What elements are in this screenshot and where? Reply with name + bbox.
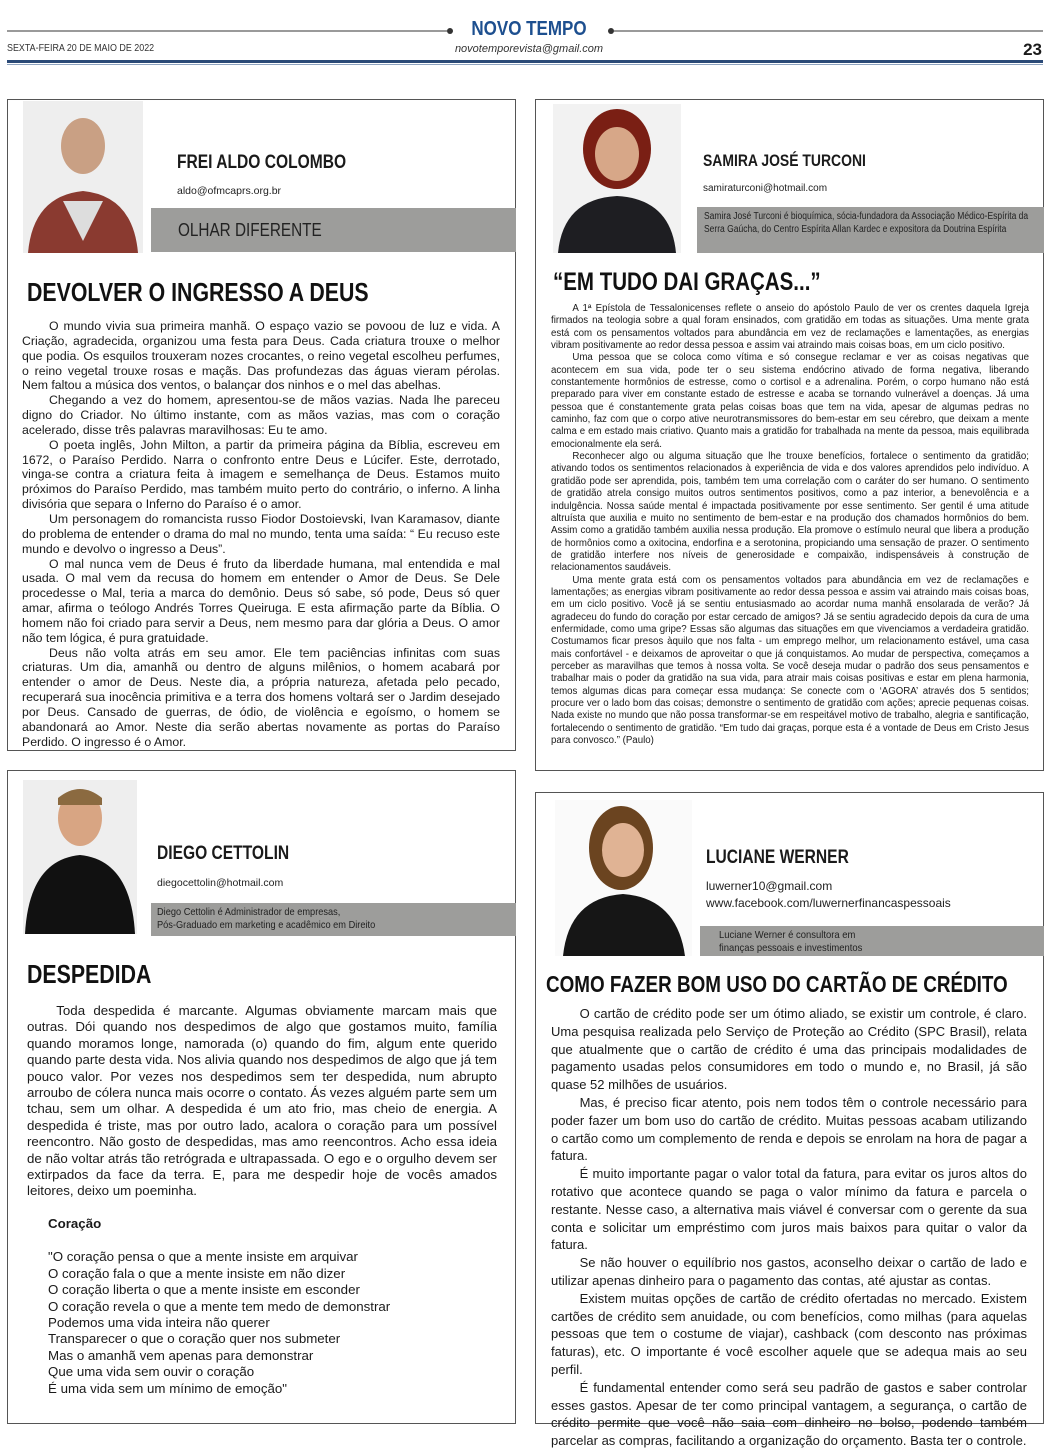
article-body <box>551 303 1029 747</box>
paragraph: Existem muitas opções de cartão de crédito ofertadas no mercado. Existem cartões de crédito sem anuidade, ou com benefícios, como milhas (para aquelas pessoas que tem o costume de viajar), cashback (com desconto nas próximas faturas), etc. O importante é você escolher aquele que se adequa mais ao seu perfil. <box>551 1290 1027 1377</box>
article-diego <box>7 770 516 1424</box>
author-name: LUCIANE WERNER <box>706 847 849 868</box>
headline: COMO FAZER BOM USO DO CARTÃO DE CRÉDITO <box>546 971 1008 997</box>
headline: DESPEDIDA <box>27 959 152 989</box>
paragraph: Deus não volta atrás em seu amor. Ele tem paciências infinitas com suas criaturas. Um dia, amanhã ou dentro de alguns milênios, o homem acabará por entender o amor de Deus. Neste dia, a própria natureza, afetada pelo pecado, recuperará sua inocência primitiva e a terra dos homens voltará ser o Jardim desejado por Deus. Cansado de guerras, de ódio, de violência e egoísmo, o homem se abandonará ao Amor. Neste dia serão abertas novamente as portas do Paraíso Perdido. O ingresso é o Amor. <box>22 645 500 749</box>
section-band <box>151 208 516 252</box>
paragraph: Mas, é preciso ficar atento, pois nem todos têm o controle necessário para poder fazer um bom uso do cartão de crédito. Muitas pessoas acabam utilizando o cartão como um complemento de renda e depois se enrolam na hora de pagar a fatura. <box>551 1094 1027 1164</box>
paragraph: Se não houver o equilíbrio nos gastos, aconselho deixar o cartão de lado e utilizar apenas dinheiro para o pagamento das contas, até ajustar as contas. <box>551 1255 1027 1288</box>
poem-line: O coração revela o que a mente tem medo de demonstrar <box>48 1298 391 1314</box>
paragraph: É muito importante pagar o valor total da fatura, para evitar os juros altos do rotativo que acontece quando se paga o valor mínimo da fatura e parcela o restante. Nesse caso, a alternativa mais viável é conversar com o gerente da sua conta e solicitar um empréstimo com juros mais baixos para quitar o valor da fatura. <box>551 1166 1027 1253</box>
poem-line: Mas o amanhã vem apenas para demonstrar <box>48 1347 314 1363</box>
author-photo <box>23 780 137 934</box>
poem-line: Transparecer o que o coração quer nos submeter <box>48 1331 341 1347</box>
paragraph: O poeta inglês, John Milton, a partir da primeira página da Bíblia, escreveu em 1672, o Paraíso Perdido. Narra o confronto entre Deus e Lúcifer. Este, derrotado, vinga-se contra a criatura feita à imagem e semelhança de Deus. Estamos muito próximos do Paraíso Perdido, mas também muito perto do contrário, o inferno. A linha divisória que separa o Inferno do Paraíso é o amor. <box>22 437 500 512</box>
header-email: novotemporevista@gmail.com <box>454 43 604 55</box>
author-website[interactable]: www.facebook.com/luwernerfinancaspessoais <box>706 896 951 910</box>
author-name: SAMIRA JOSÉ TURCONI <box>703 151 866 170</box>
article-body <box>22 319 500 749</box>
paragraph: Reconhecer algo ou alguma situação que lhe trouxe benefícios, fortalece o sentimento da gratidão; ativando todos os sentimentos relacionados à experiência de vida e dos valores aprendidos pelo indivíduo. A gratidão pode ser aprendida, pois, também tem uma correlação com o caráter do ser humano. O sentimento de gratidão atrela consigo muitos outros sentimentos positivos, como a paz interior, a benevolência e a indulgência. Nossa saúde mental é impactada positivamente por esse sentimento. Ser gentil é uma atitude altruísta que auxilia e muito no sentimento de bem-estar e na produção dos chamados hormônios do bem. Assim como a gratidão também auxilia nessa produção. Ela promove o estímulo neural que libera a produção de hormônios como a oxitocina, endorfina e a serotonina, propiciando uma sensação de prazer. O sentimento de gratidão interfere nos níveis de generosidade e compaixão, indispensáveis à construção de relacionamentos saudáveis. <box>551 451 1029 574</box>
person-silhouette-icon <box>555 800 692 956</box>
author-email: diegocettolin@hotmail.com <box>157 877 284 889</box>
poem-line: O coração fala o que a mente insiste em não dizer <box>48 1265 346 1281</box>
paragraph: A 1ª Epístola de Tessalonicenses reflete o anseio do apóstolo Paulo de ver os crentes daquela Igreja firmados na teologia sobre a qual foram ensinados, com gratidão em todas as situações. Uma mente grata está com os pensamentos voltados para abundância em vez de reclamações e lamentações, as energias vibram positivamente ao redor dessa pessoa e assim vai atraindo mais coisas boas, em um ciclo positivo. <box>551 303 1029 352</box>
bio-band <box>151 903 516 936</box>
author-email[interactable]: luwerner10@gmail.com <box>706 879 833 893</box>
author-name: DIEGO CETTOLIN <box>157 843 290 864</box>
paragraph: O mundo vivia sua primeira manhã. O espaço vazio se povoou de luz e vida. A Criação, agradecida, organizou uma festa para Deus. Cada criatura trouxe o melhor que podia. Os esquilos trouxeram nozes crocantes, o reino vegetal escolheu perfumes, o reino vegetal trouxe rosas e maçãs. Das profundezas das águas vieram pérolas. Nem faltou a música dos ventos, o balançar dos ninhos e o mel das abelhas. <box>22 319 500 393</box>
headline: “EM TUDO DAI GRAÇAS...” <box>553 268 821 296</box>
header-divider-thin <box>7 64 1043 65</box>
person-silhouette-icon <box>23 101 143 253</box>
paragraph: É fundamental entender como será seu padrão de gastos e saber controlar esses gastos. Apesar de ter como principal vantagem, a segurança, o cartão de crédito permite que você não saia com dinheiro no bolso, podendo também parcelar as compras, facilitando a organização do orçamento. Basta ter o controle. <box>551 1379 1027 1449</box>
poem-line: O coração liberta o que a mente insiste em esconder <box>48 1282 360 1298</box>
paragraph: Toda despedida é marcante. Algumas obviamente marcam mais que outras. Dói quando nos despedimos de algo que gostamos muito, família quando moramos longe, namorada (o) quando do fim, algum ente querido quando parte desta vida. Nos alivia quando nos despedimos de algo que já tem pouco valor. Por vezes nos despedimos sem ter despedida, num abrupto arroubo de cólera nunca mais ocorre o contato. Ás vezes alguém parte sem um tchau, sem um olhar. A despedida é um ato frio, mas cheio de energia. A despedida é triste, mas por outro lado, acalora o coração para um possível reencontro. Não gosto de despedidas, mas amo reencontros. Acho essa ideia de não voltar atrás tão retrógrada e ultrapassada. O ego e o orgulho devem ser extirpados da face da terra. E, para me despedir hoje de vocês amados leitores, deixo um poeminha. <box>27 1003 497 1199</box>
headline: DEVOLVER O INGRESSO A DEUS <box>27 277 369 307</box>
article-body <box>27 1003 497 1397</box>
header-divider <box>7 60 1043 63</box>
paragraph: Chegando a vez do homem, apresentou-se de mãos vazias. Nada lhe pareceu digno do Criador. No último instante, com as mãos vazias, mas com o coração acelerado, disse três palavras maravilhosas: Eu te amo. <box>22 393 500 437</box>
author-photo <box>553 104 681 253</box>
author-email: samiraturconi@hotmail.com <box>703 183 828 194</box>
poem-line: Que uma vida sem ouvir o coração <box>48 1364 255 1380</box>
person-silhouette-icon <box>23 780 137 934</box>
paragraph: O cartão de crédito pode ser um ótimo aliado, se existir um controle, é claro. Uma pesquisa realizada pelo Serviço de Proteção ao Crédito (SPC Brasil), relata que atualmente que o cartão de crédito é uma das principais modalidades de pagamento usadas pelos consumidores em todo o mundo e, no Brasil, já são quase 52 milhões de usuários. <box>551 1006 1027 1093</box>
article-luciane <box>535 792 1044 1449</box>
author-bio: Samira José Turconi é bioquímica, sócia-fundadora da Associação Médico-Espírita da Serra Gaúcha, do Centro Espírita Allan Kardec e expositora da Doutrina Espírita <box>704 211 1029 235</box>
paragraph: Uma pessoa que se coloca como vítima e só consegue reclamar e ver as coisas negativas que acontecem em sua vida, pode ter o seu sistema endócrino ativado de forma negativa, liberando constantemente hormônios de estresse, como o cortisol e a adrenalina. Porém, o corpo humano não está preparado para viver em constante estado de estresse e acaba se tornando vulnerável a doenças. Já uma pessoa que é constantemente grata pelas coisas boas que tem na vida, apesar de algumas pedras no caminho, faz com que o corpo ative neurotransmissores do bem-estar em seu cérebro, que deixam a mente calma e em estado mais criativo. Quanto mais a gratidão for trabalhada na mente da pessoa, mais equilibrada emocionalmente ela será. <box>551 352 1029 450</box>
author-email: aldo@ofmcaprs.org.br <box>177 185 282 197</box>
article-body <box>551 1005 1027 1450</box>
paragraph: Um personagem do romancista russo Fiodor Dostoievski, Ivan Karamasov, diante do problema de entender o drama do mal no mundo, tenta uma saída: “ Eu recuso este mundo e devolvo o ingresso a Deus”. <box>22 511 500 556</box>
page-number: 23 <box>1023 40 1042 59</box>
author-name: FREI ALDO COLOMBO <box>177 152 347 173</box>
paragraph: Uma mente grata está com os pensamentos voltados para abundância em vez de reclamações e lamentações; as energias vibram positivamente ao redor dessa pessoa e assim vai atraindo mais coisas boas, em um ciclo positivo. Você já se sentiu entusiasmado ao acordar numa manhã ensolarada de verão? Já agradeceu do fundo do coração por estar cercado de amigos? Já se sentiu agradecido depois da cura de uma enfermidade, como uma gripe? Essas são algumas das situações em que vivenciamos a verdadeira gratidão. Costumamos ficar presos àquilo que nos falta - um emprego melhor, um relacionamento estável, uma casa mais confortável - e deixamos de aproveitar o que já conquistamos. Ao mudar de perspectiva, começamos a perceber as maravilhas que temos à nossa volta. Se você deseja mudar o padrão dos seus pensamentos e trabalhar mais o poder da gratidão na sua vida, para atrair mais coisas positivas e estar em plena harmonia, temos algumas dicas para começar essa mudança: Se conecte com o ‘AGORA’ através dos 5 sentidos; procure ver o lado bom das coisas; demonstre o sentimento de gratidão com ações; aprecie pequenas coisas. Nada existe no mundo que não possa transformar-se em respeitável motivo de trabalho, alegria e santificação, fortalecendo o sentimento de gratidão. “Em tudo dai graças, porque esta é a vontade de Deus em Cristo Jesus para convosco.” (Paulo) <box>551 574 1029 747</box>
paragraph: O mal nunca vem de Deus é fruto da liberdade humana, mal entendida e mal usada. O mal vem da recusa do homem em entender o Amor de Deus. Se Dele procedesse o Mal, teria a marca do demônio. Deus só sabe, só pode, Deus só quer amar, afirma o teólogo Andrés Torres Queiruga. E esta afirmação parte da Bíblia. O homem não foi criado para servir a Deus, nem mesmo para dar glória a Deus. O amor não tem lógica, é pura gratuidade. <box>22 556 500 645</box>
bio-band <box>700 926 1044 956</box>
poem-line: "O coração pensa o que a mente insiste em arquivar <box>48 1249 358 1265</box>
masthead: NOVO TEMPO <box>471 18 587 40</box>
author-photo <box>23 101 143 253</box>
article-frei-aldo <box>7 99 516 751</box>
poem-line: É uma vida sem um mínimo de emoção" <box>48 1380 287 1396</box>
section-label: OLHAR DIFERENTE <box>178 220 322 240</box>
issue-date: SEXTA-FEIRA 20 DE MAIO DE 2022 <box>7 42 155 54</box>
poem-line: Podemos uma vida inteira não querer <box>48 1314 270 1330</box>
author-photo <box>555 800 692 956</box>
article-samira <box>535 99 1044 771</box>
author-bio: Luciane Werner é consultora em finanças pessoais e investimentos <box>719 929 863 954</box>
poem-title: Coração <box>48 1215 102 1231</box>
person-silhouette-icon <box>553 104 681 253</box>
bio-band <box>697 207 1044 253</box>
author-bio: Diego Cettolin é Administrador de empresas, Pós-Graduado em marketing e acadêmico em Direito <box>157 906 376 931</box>
